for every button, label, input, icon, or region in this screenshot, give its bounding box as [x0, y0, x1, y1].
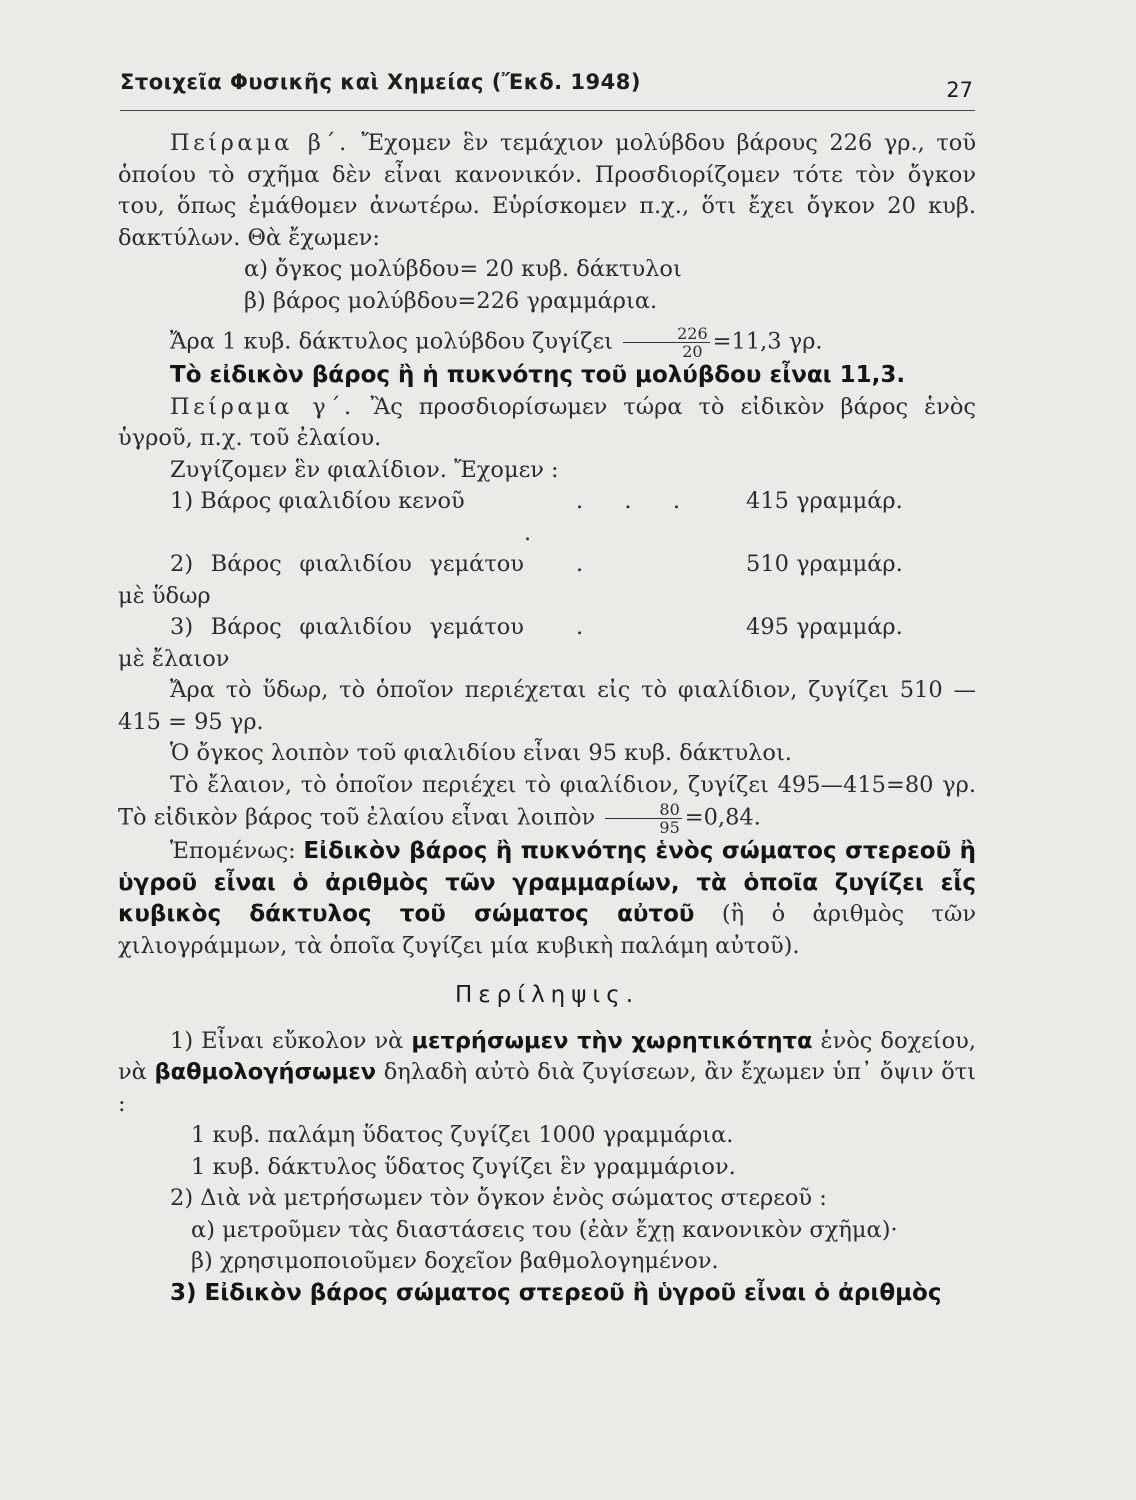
experiment-b-conclusion — [118, 325, 976, 360]
experiment-b-paragraph — [118, 128, 976, 254]
summary-item-1-bold2: βαθμολογήσωμεν — [154, 1059, 377, 1085]
conclusion-pre: Ἄρα 1 κυβ. δάκτυλος μολύβδου ζυγίζει — [170, 328, 613, 355]
definition-paragraph — [118, 836, 976, 962]
weight-row-value: 495 γραμμάρ. — [746, 614, 903, 640]
running-title: Στοιχεῖα Φυσικῆς καὶ Χημείας (Ἔκδ. 1948) — [120, 70, 641, 94]
experiment-b-item-b: β) βάρος μολύβδου=226 γραμμάρια. — [244, 287, 658, 314]
experiment-b-item-a: α) ὄγκος μολύβδου= 20 κυβ. δάκτυλοι — [244, 256, 682, 282]
definition-tail: (ἢ ὁ ἀριθμὸς τῶν χιλιογράμμων, τὰ ὁποῖα ζυγίζει μία κυβικὴ παλάμη αὐτοῦ). — [118, 901, 977, 959]
fraction-numerator: 80 — [605, 801, 681, 819]
experiment-c-paragraph — [118, 392, 976, 455]
summary-title: Περίληψις. — [454, 982, 640, 1008]
conclusion-post: =11,3 γρ. — [712, 328, 823, 355]
summary-item-1-pre: 1) Εἶναι εὔκολον νὰ — [170, 1027, 404, 1054]
weight-row-dots: . . . . — [524, 488, 694, 546]
body-text — [118, 128, 976, 1309]
summary-item-3: 3) Εἰδικὸν βάρος σώματος στερεοῦ ἢ ὑγροῦ εἶναι ὁ ἀριθμὸς — [170, 1279, 942, 1306]
experiment-b-label: Πείραμα β΄. — [170, 130, 350, 156]
weight-row — [118, 486, 976, 549]
oil-density-text — [118, 770, 976, 837]
summary-item-1 — [118, 1026, 976, 1121]
experiment-c-weigh: Ζυγίζομεν ἓν φιαλίδιον. Ἔχομεν : — [170, 456, 559, 483]
fraction-denominator: 95 — [659, 818, 680, 837]
weight-row-dots: . — [576, 614, 598, 640]
summary-item-2-a: α) μετροῦμεν τὰς διαστάσεις του (ἐὰν ἔχῃ κανονικὸν σχῆμα)· — [191, 1216, 898, 1243]
oil-post: =0,84. — [684, 804, 761, 831]
weight-row-dots: . — [576, 551, 598, 577]
summary-fact-2: 1 κυβ. δάκτυλος ὕδατος ζυγίζει ἓν γραμμάριον. — [191, 1153, 736, 1180]
lead-density-statement: Τὸ εἰδικὸν βάρος ἢ ἡ πυκνότης τοῦ μολύβδου εἶναι 11,3. — [170, 362, 906, 388]
weight-row — [118, 549, 976, 612]
flask-volume-text: Ὁ ὄγκος λοιπὸν τοῦ φιαλιδίου εἶναι 95 κυβ. δάκτυλοι. — [170, 740, 792, 766]
weight-row-label: 2) Βάρος φιαλιδίου γεμάτου μὲ ὕδωρ — [118, 551, 524, 609]
weight-row-value: 415 γραμμάρ. — [746, 488, 903, 514]
summary-item-2: 2) Διὰ νὰ μετρήσωμεν τὸν ὄγκον ἑνὸς σώματος στερεοῦ : — [170, 1185, 827, 1211]
fraction-denominator: 20 — [682, 342, 703, 361]
experiment-b-text: Ἔχομεν ἓν τεμάχιον μολύβδου βάρους 226 γρ., τοῦ ὁποίου τὸ σχῆμα δὲν εἶναι κανονικόν. Προσδιορίζομεν τότε τὸν ὄγκον του, ὅπως ἐμάθομεν ἀνωτέρω. Εὑρίσκομεν π.χ., ὅτι ἔχει ὄγκον 20 κυβ. δακτύλων. Θὰ ἔχωμεν: — [118, 130, 977, 251]
summary-item-2-b: β) χρησιμοποιοῦμεν δοχεῖον βαθμολογημένον. — [191, 1248, 719, 1274]
definition-bold: Εἰδικὸν βάρος ἢ πυκνότης ἑνὸς σώματος στερεοῦ ἢ ὑγροῦ εἶναι ὁ ἀριθμὸς τῶν γραμμαρίων, τὰ ὁποῖα ζυγίζει εἷς κυβικὸς δάκτυλος τοῦ σώματος αὐτοῦ — [118, 838, 976, 927]
page-header — [120, 70, 975, 111]
page-number: 27 — [946, 78, 973, 102]
summary-item-1-mid: ἑνὸς δοχείου, νὰ — [118, 1027, 976, 1085]
definition-lead: Ἑπομένως: — [170, 838, 296, 864]
summary-item-1-post: δηλαδὴ αὐτὸ διὰ ζυγίσεων, ἂν ἔχωμεν ὑπ᾿ ὄψιν ὅτι : — [118, 1059, 977, 1117]
weight-row — [118, 612, 976, 675]
oil-pre: Τὸ ἔλαιον, τὸ ὁποῖον περιέχει τὸ φιαλίδιον, ζυγίζει 495—415=80 γρ. Τὸ εἰδικὸν βάρος τοῦ ἐλαίου εἶναι λοιπὸν — [118, 771, 976, 831]
summary-item-1-bold1: μετρήσωμεν τὴν χωρητικότητα — [411, 1027, 813, 1054]
fraction-numerator: 226 — [623, 325, 710, 343]
weight-row-label: 3) Βάρος φιαλιδίου γεμάτου μὲ ἔλαιον — [118, 614, 524, 672]
fraction-oil-density — [605, 801, 681, 836]
experiment-c-label: Πείραμα γ΄. — [170, 393, 355, 420]
fraction-lead-density — [623, 325, 710, 360]
weight-row-value: 510 γραμμάρ. — [746, 551, 903, 577]
experiment-c-intro: Ἂς προσδιορίσωμεν τώρα τὸ εἰδικὸν βάρος ἑνὸς ὑγροῦ, π.χ. τοῦ ἐλαίου. — [118, 393, 977, 451]
water-weight-text: Ἄρα τὸ ὕδωρ, τὸ ὁποῖον περιέχεται εἰς τὸ φιαλίδιον, ζυγίζει 510 — 415 = 95 γρ. — [118, 677, 976, 735]
summary-fact-1: 1 κυβ. παλάμη ὕδατος ζυγίζει 1000 γραμμάρια. — [191, 1122, 734, 1148]
weight-row-label: 1) Βάρος φιαλιδίου κενοῦ — [170, 488, 465, 514]
